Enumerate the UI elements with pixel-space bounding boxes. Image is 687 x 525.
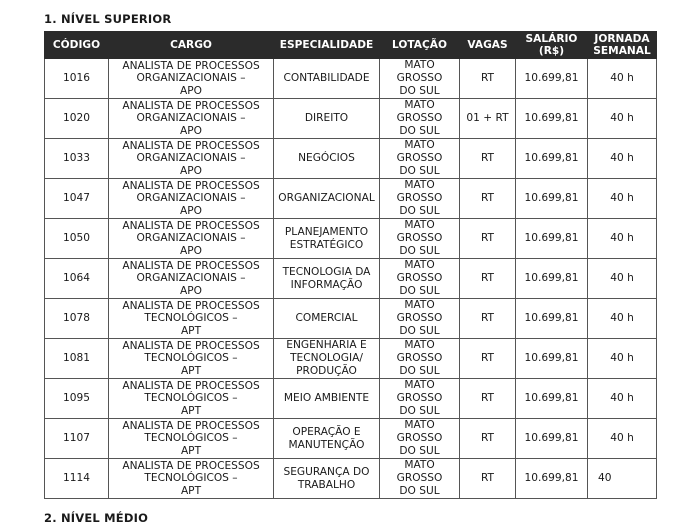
cell-lotacao-line: MATO (404, 219, 435, 232)
cell-cargo-line: ORGANIZACIONAIS – (136, 152, 246, 165)
cell-cargo-line: ANALISTA DE PROCESSOS (122, 259, 260, 272)
cell-cargo-line: ORGANIZACIONAIS – (136, 272, 246, 285)
cell-cargo-line: ANALISTA DE PROCESSOS (122, 339, 260, 352)
cell-cargo (109, 419, 274, 459)
cell-cargo-line: ANALISTA DE PROCESSOS (122, 59, 260, 72)
cell-jornada: 40 h (588, 379, 657, 419)
cell-cargo-line: ORGANIZACIONAIS – (136, 112, 246, 125)
cell-especialidade (274, 339, 380, 379)
cell-cargo (109, 219, 274, 259)
cell-cargo-line: APO (180, 204, 202, 217)
cell-cargo-line: APO (180, 244, 202, 257)
cell-vagas: RT (460, 459, 516, 499)
cell-cargo-line: APT (180, 484, 202, 497)
cell-cargo (109, 379, 274, 419)
cell-especialidade-line: ESTRATÉGICO (289, 238, 364, 251)
cell-especialidade (274, 419, 380, 459)
cell-especialidade-line: MEIO AMBIENTE (283, 392, 370, 405)
table-row (45, 379, 657, 419)
cell-lotacao-line: DO SUL (399, 244, 440, 257)
header-salario-line2: (R$) (538, 45, 565, 57)
cell-salario: 10.699,81 (516, 219, 588, 259)
cell-jornada: 40 h (588, 419, 657, 459)
cell-lotacao (380, 419, 460, 459)
header-especialidade: ESPECIALIDADE (274, 32, 380, 59)
next-section-title: 2. NÍVEL MÉDIO (44, 511, 149, 525)
section-title: 1. NÍVEL SUPERIOR (44, 12, 172, 26)
cell-especialidade-line: TECNOLOGIA DA (282, 265, 371, 278)
cell-cargo-line: ANALISTA DE PROCESSOS (122, 459, 260, 472)
cell-cargo-line: APO (180, 164, 202, 177)
cell-lotacao-line: GROSSO (396, 272, 443, 285)
cell-especialidade (274, 99, 380, 139)
cell-especialidade-line: OPERAÇÃO E (292, 425, 361, 438)
cell-cargo-line: ANALISTA DE PROCESSOS (122, 179, 260, 192)
cell-cargo-line: ANALISTA DE PROCESSOS (122, 139, 260, 152)
cell-lotacao (380, 59, 460, 99)
cell-jornada: 40 h (588, 259, 657, 299)
cell-cargo (109, 59, 274, 99)
table-row (45, 99, 657, 139)
cell-lotacao-line: GROSSO (396, 232, 443, 245)
cell-lotacao-line: DO SUL (399, 444, 440, 457)
cell-lotacao-line: MATO (404, 459, 435, 472)
table-row (45, 459, 657, 499)
header-vagas: VAGAS (460, 32, 516, 59)
cell-cargo-line: APO (180, 124, 202, 137)
cell-salario: 10.699,81 (516, 459, 588, 499)
cell-cargo-line: ANALISTA DE PROCESSOS (122, 379, 260, 392)
cell-lotacao (380, 299, 460, 339)
cell-cargo-line: TECNOLÓGICOS – (144, 472, 238, 485)
cell-codigo: 1107 (45, 419, 109, 459)
cell-especialidade-line: ORGANIZACIONAL (278, 192, 375, 205)
cell-salario: 10.699,81 (516, 379, 588, 419)
cell-cargo-line: ORGANIZACIONAIS – (136, 192, 246, 205)
cell-salario: 10.699,81 (516, 419, 588, 459)
cell-especialidade-line: DIREITO (304, 112, 349, 125)
cell-jornada: 40 h (588, 59, 657, 99)
table-row (45, 59, 657, 99)
table-row (45, 139, 657, 179)
cell-cargo-line: APO (180, 284, 202, 297)
cell-vagas: RT (460, 259, 516, 299)
cell-salario: 10.699,81 (516, 299, 588, 339)
cell-cargo (109, 139, 274, 179)
cell-vagas: RT (460, 339, 516, 379)
cell-salario: 10.699,81 (516, 259, 588, 299)
cell-cargo-line: APT (180, 364, 202, 377)
cell-cargo (109, 339, 274, 379)
cell-lotacao-line: DO SUL (399, 324, 440, 337)
cell-vagas: 01 + RT (460, 99, 516, 139)
cell-salario: 10.699,81 (516, 139, 588, 179)
cell-lotacao-line: MATO (404, 419, 435, 432)
cell-especialidade-line: TRABALHO (297, 478, 356, 491)
table-row (45, 259, 657, 299)
cell-cargo (109, 99, 274, 139)
cell-lotacao-line: MATO (404, 179, 435, 192)
cell-codigo: 1050 (45, 219, 109, 259)
header-codigo: CÓDIGO (45, 32, 109, 59)
cell-lotacao-line: MATO (404, 139, 435, 152)
cell-especialidade-line: PLANEJAMENTO (284, 225, 369, 238)
header-jornada-line1: JORNADA (594, 33, 650, 45)
cell-lotacao-line: GROSSO (396, 112, 443, 125)
cell-lotacao (380, 259, 460, 299)
cell-lotacao (380, 459, 460, 499)
cell-vagas: RT (460, 219, 516, 259)
cell-cargo (109, 459, 274, 499)
cell-codigo: 1081 (45, 339, 109, 379)
cell-jornada: 40 h (588, 299, 657, 339)
header-salario (516, 32, 588, 59)
cell-especialidade-line: CONTABILIDADE (283, 72, 370, 85)
cell-especialidade-line: PRODUÇÃO (296, 364, 357, 377)
cell-lotacao-line: DO SUL (399, 484, 440, 497)
cell-lotacao-line: GROSSO (396, 392, 443, 405)
cell-codigo: 1064 (45, 259, 109, 299)
cell-lotacao-line: DO SUL (399, 284, 440, 297)
cell-lotacao-line: GROSSO (396, 192, 443, 205)
cell-jornada: 40 h (588, 219, 657, 259)
cell-lotacao-line: GROSSO (396, 312, 443, 325)
cell-cargo-line: ANALISTA DE PROCESSOS (122, 419, 260, 432)
cell-jornada: 40 h (588, 99, 657, 139)
cell-codigo: 1016 (45, 59, 109, 99)
cell-cargo-line: TECNOLÓGICOS – (144, 352, 238, 365)
cell-lotacao (380, 219, 460, 259)
cell-salario: 10.699,81 (516, 99, 588, 139)
cell-cargo-line: ANALISTA DE PROCESSOS (122, 299, 260, 312)
cell-lotacao-line: GROSSO (396, 472, 443, 485)
cell-especialidade (274, 379, 380, 419)
cell-cargo (109, 259, 274, 299)
cell-lotacao-line: MATO (404, 379, 435, 392)
cell-especialidade (274, 459, 380, 499)
table-row (45, 299, 657, 339)
header-jornada-line2: SEMANAL (593, 45, 651, 57)
table-row (45, 339, 657, 379)
cell-lotacao-line: GROSSO (396, 152, 443, 165)
cell-lotacao-line: DO SUL (399, 164, 440, 177)
cell-especialidade-line: ENGENHARIA E (286, 339, 367, 352)
cell-salario: 10.699,81 (516, 179, 588, 219)
cell-codigo: 1095 (45, 379, 109, 419)
cell-cargo-line: APT (180, 444, 202, 457)
table-row (45, 219, 657, 259)
cell-especialidade (274, 139, 380, 179)
cell-especialidade (274, 59, 380, 99)
table-header-row (45, 32, 657, 59)
cell-lotacao-line: DO SUL (399, 204, 440, 217)
cell-cargo-line: TECNOLÓGICOS – (144, 432, 238, 445)
cell-jornada: 40 h (588, 339, 657, 379)
cell-cargo-line: TECNOLÓGICOS – (144, 312, 238, 325)
cell-codigo: 1020 (45, 99, 109, 139)
cell-jornada: 40 h (588, 179, 657, 219)
cell-especialidade-line: TECNOLOGIA/ (290, 352, 363, 365)
cell-jornada: 40 h (588, 139, 657, 179)
cell-vagas: RT (460, 299, 516, 339)
cell-vagas: RT (460, 179, 516, 219)
cell-cargo-line: APO (180, 84, 202, 97)
cell-especialidade (274, 219, 380, 259)
cell-lotacao-line: GROSSO (396, 352, 443, 365)
header-lotacao: LOTAÇÃO (380, 32, 460, 59)
cell-lotacao (380, 179, 460, 219)
cell-lotacao (380, 339, 460, 379)
cell-lotacao-line: GROSSO (396, 72, 443, 85)
cell-codigo: 1033 (45, 139, 109, 179)
cell-lotacao-line: MATO (404, 339, 435, 352)
cell-cargo-line: ANALISTA DE PROCESSOS (122, 99, 260, 112)
cell-cargo-line: ORGANIZACIONAIS – (136, 72, 246, 85)
cell-lotacao (380, 379, 460, 419)
cell-lotacao-line: DO SUL (399, 364, 440, 377)
cell-cargo-line: APT (180, 324, 202, 337)
cell-lotacao-line: GROSSO (396, 432, 443, 445)
cell-cargo-line: ORGANIZACIONAIS – (136, 232, 246, 245)
cell-especialidade (274, 299, 380, 339)
table-row (45, 419, 657, 459)
cell-especialidade (274, 259, 380, 299)
cell-vagas: RT (460, 59, 516, 99)
cell-especialidade-line: NEGÓCIOS (298, 152, 355, 165)
cell-vagas: RT (460, 139, 516, 179)
cell-codigo: 1047 (45, 179, 109, 219)
cell-especialidade-line: INFORMAÇÃO (290, 278, 363, 291)
cell-vagas: RT (460, 379, 516, 419)
cell-salario: 10.699,81 (516, 59, 588, 99)
vacancies-table (44, 31, 657, 499)
header-salario-line1: SALÁRIO (525, 33, 578, 45)
cell-cargo-line: TECNOLÓGICOS – (144, 392, 238, 405)
cell-cargo-line: ANALISTA DE PROCESSOS (122, 219, 260, 232)
cell-especialidade (274, 179, 380, 219)
cell-jornada: 40 (588, 459, 657, 499)
cell-lotacao (380, 99, 460, 139)
table-row (45, 179, 657, 219)
cell-cargo (109, 179, 274, 219)
cell-especialidade-line: COMERCIAL (295, 312, 358, 325)
header-jornada (588, 32, 657, 59)
cell-lotacao-line: MATO (404, 259, 435, 272)
header-cargo: CARGO (109, 32, 274, 59)
cell-lotacao-line: DO SUL (399, 124, 440, 137)
cell-lotacao-line: MATO (404, 99, 435, 112)
cell-cargo-line: APT (180, 404, 202, 417)
cell-vagas: RT (460, 419, 516, 459)
cell-salario: 10.699,81 (516, 339, 588, 379)
cell-lotacao-line: MATO (404, 299, 435, 312)
cell-lotacao-line: MATO (404, 59, 435, 72)
cell-cargo (109, 299, 274, 339)
cell-codigo: 1114 (45, 459, 109, 499)
cell-lotacao (380, 139, 460, 179)
cell-lotacao-line: DO SUL (399, 404, 440, 417)
cell-especialidade-line: SEGURANÇA DO (283, 465, 370, 478)
cell-lotacao-line: DO SUL (399, 84, 440, 97)
cell-especialidade-line: MANUTENÇÃO (288, 438, 365, 451)
cell-codigo: 1078 (45, 299, 109, 339)
